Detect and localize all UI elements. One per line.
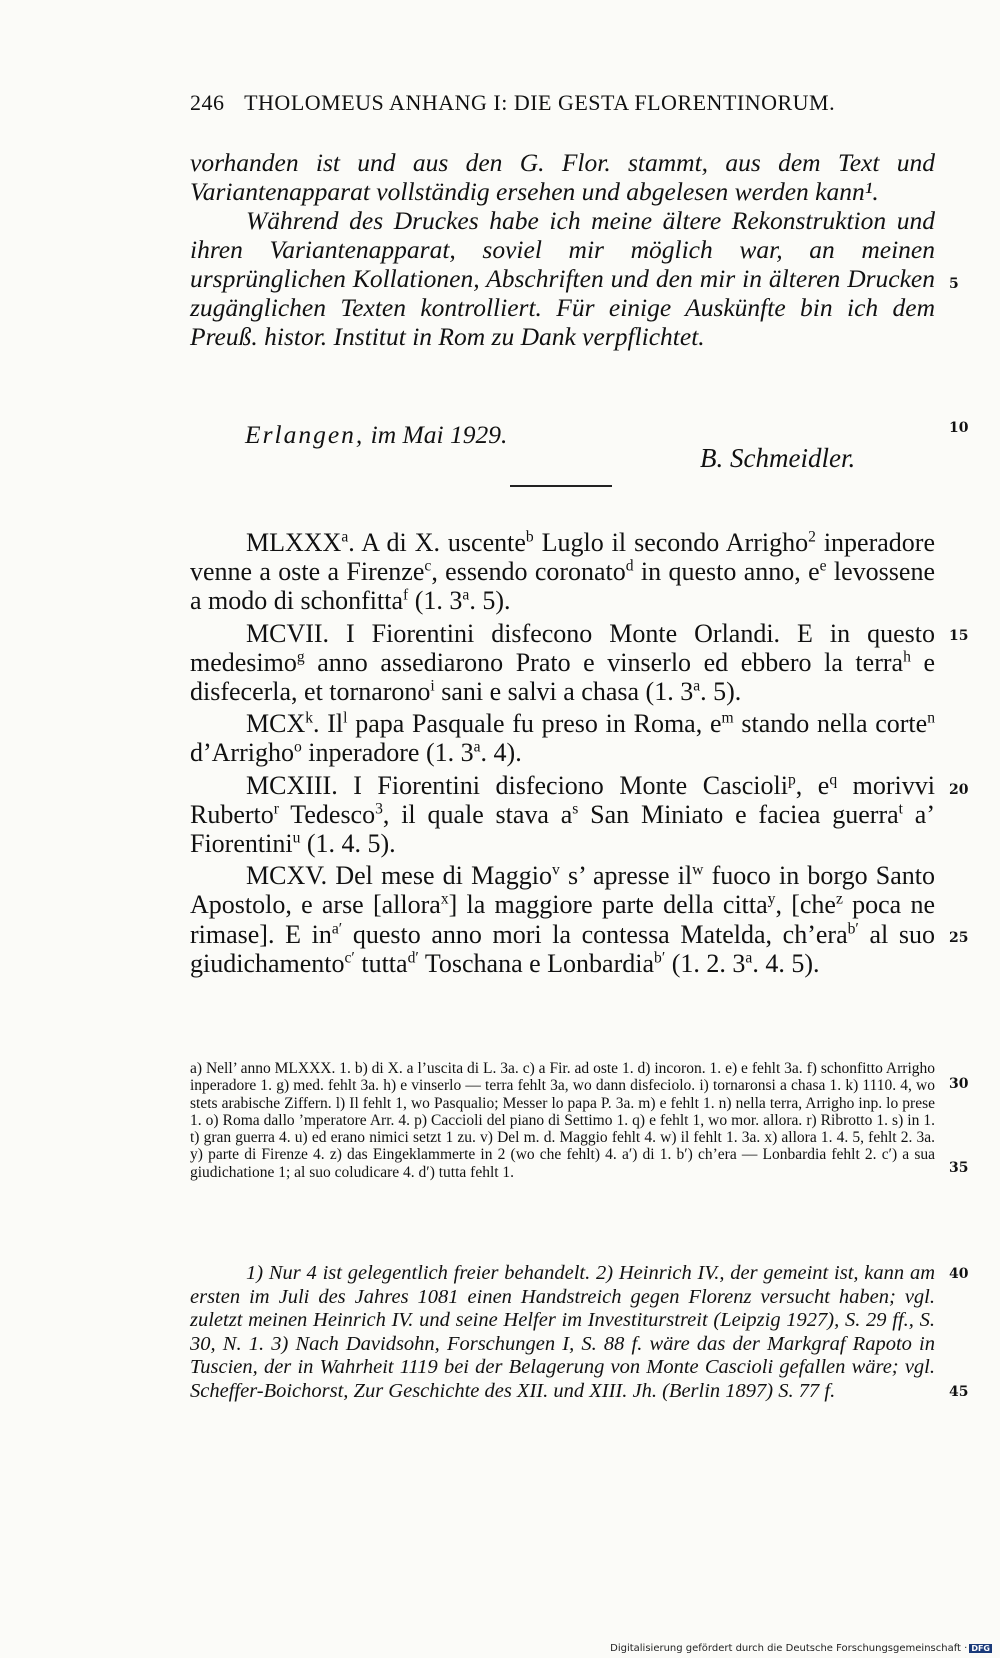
preface-paragraph-1: vorhanden ist und aus den G. Flor. stammt, aus dem Text und Variantenapparat vollständig ersehen und abgelesen werden kann¹.	[190, 148, 935, 206]
credit-text: Digitalisierung gefördert durch die Deutsche Forschungsgemeinschaft ·	[610, 1643, 968, 1654]
entry-1107: MCVII. I Fiorentini disfecono Monte Orlandi. E in questo medesimo$^g$ anno assediarono Prato e vinserlo ed ebbero la terra$^h$ e disfecerla, et tornarono$^i$ sani e salvi a chasa (1. 3$^a$. 5).	[190, 618, 935, 707]
line-number: 40	[949, 1266, 969, 1282]
footnote-text: 1) Nur 4 ist gelegentlich freier behandelt. 2) Heinrich IV., der gemeint ist, kann am ersten im Juli des Jahres 1081 einen Handstreich gegen Florenz versucht haben; vgl. zuletzt meinen Heinrich IV. und seine Helfer im Investiturstreit (Leipzig 1927), S. 29 ff., S. 30, N. 1. 3) Nach Davidsohn, Forschungen I, S. 88 f. wäre das der Markgraf Rapoto in Tuscien, der in Wahrheit 1119 bei der Belagerung von Monte Cascioli gefallen wäre; vgl. Scheffer-Boichorst, Zur Geschichte des XII. und XIII. Jh. (Berlin 1897) S. 77 f.	[190, 1262, 935, 1402]
line-number: 15	[949, 628, 969, 644]
entry-1113: MCXIII. I Fiorentini disfeciono Monte Cascioli$^p$, $e^q$ morivvi Ruberto$^r$ Tedesco$^3$, il quale stava $a^s$ San Miniato e faciea guerra$^t$ a’ Fiorentini$^u$ (1. 4. 5).	[190, 770, 935, 859]
signature-place: Erlangen,	[245, 420, 365, 449]
entry-1080: MLXXX$^a$. A di X. uscente$^b$ Luglo il secondo Arrigho$^2$ inperadore venne a oste a Firenze$^c$, essendo coronato$^d$ in questo anno, $e^e$ levossene a modo di schonfitta$^f$ (1. 3$^a$. 5).	[190, 528, 935, 616]
line-number: 10	[949, 420, 969, 436]
entry-1115: MCXV. Del mese di Maggio$^v$ s’ apresse $il^w$ fuoco in borgo Santo Apostolo, e arse [allora$^x$] la maggiore parte della citta$^y$, [che$^z$ poca ne rimase]. E $in^{a'}$ questo anno mori la contessa Matelda, ch’era$^{b'}$ al suo giudichamento$^{c'}$ tutta$^{d'}$ Toschana e Lonbardia$^{b'}$ (1. 2. 3$^a$. 4. 5).	[190, 861, 936, 978]
signature-place-date	[245, 420, 507, 450]
entry-1110: MCX$^k$. Il$^l$ papa Pasquale fu preso in Roma, $e^m$ stando nella corte$^n$ d’Arrigho$^o$ inperadore (1. 3$^a$. 4).	[190, 709, 935, 768]
line-number: 45	[949, 1384, 969, 1400]
line-number: 5	[949, 276, 959, 292]
footnotes	[190, 1262, 935, 1403]
section-divider	[510, 485, 612, 487]
preface-paragraph-2: Während des Druckes habe ich meine ältere Rekonstruktion und ihren Variantenapparat, soviel mir möglich war, an meinen ursprünglichen Kollationen, Abschriften und den mir in älteren Drucken zugänglichen Texten kontrolliert. Für einige Auskünfte bin ich dem Preuß. histor. Institut in Rom zu Dank verpflichtet.	[190, 206, 935, 351]
chronicle-text	[190, 528, 935, 978]
variant-apparatus	[190, 1060, 935, 1181]
running-title: THOLOMEUS ANHANG I: DIE GESTA FLORENTINORUM.	[244, 90, 836, 115]
preface-text	[190, 148, 935, 351]
signature-author: B. Schmeidler.	[700, 443, 856, 473]
digitization-credit	[610, 1643, 992, 1654]
line-number: 25	[949, 930, 969, 946]
line-number: 20	[949, 782, 969, 798]
running-header	[190, 90, 940, 116]
page-number: 246	[190, 90, 225, 115]
line-number: 30	[949, 1076, 969, 1092]
variant-notes: a) Nell’ anno MLXXX. 1. b) di X. a l’uscita di L. 3a. c) a Fir. ad oste 1. d) incoron. 1. e) e fehlt 3a. f) schonfitto Arrigho inperadore 1. g) med. fehlt 3a. h) e vinserlo — terra fehlt 3a, wo dann disfeciolo. i) tornaronsi a chasa 1. k) 1110. 4, wo stets arabische Ziffern. l) Il fehlt 1, wo Pasqualio; Messer lo papa P. 3a. m) e fehlt 1. n) nella terra, Arrigho inp. lo prese 1. o) Roma dallo ’mperatore Arr. 4. p) Caccioli del piano di Settimo 1. q) e fehlt 1, wo mor. allora. r) Ribrotto 1. s) in 1. t) gran guerra 4. u) ed erano nimici setzt 1 zu. v) Del m. d. Maggio fehlt 4. w) il fehlt 1. 3a. x) allora 1. 4. 5, fehlt 2. 3a. y) parte di Firenze 4. z) das Eingeklammerte in 2 (wo che fehlt) 4. a′) di 1. b′) ch’era — Lonbardia fehlt 2. c′) a sua giudichatione 1; al suo coludicare 4. d′) tutta fehlt 1.	[190, 1060, 935, 1181]
line-number: 35	[949, 1160, 969, 1176]
dfg-logo: DFG	[971, 1644, 990, 1653]
signature-date: im Mai 1929.	[370, 420, 508, 449]
